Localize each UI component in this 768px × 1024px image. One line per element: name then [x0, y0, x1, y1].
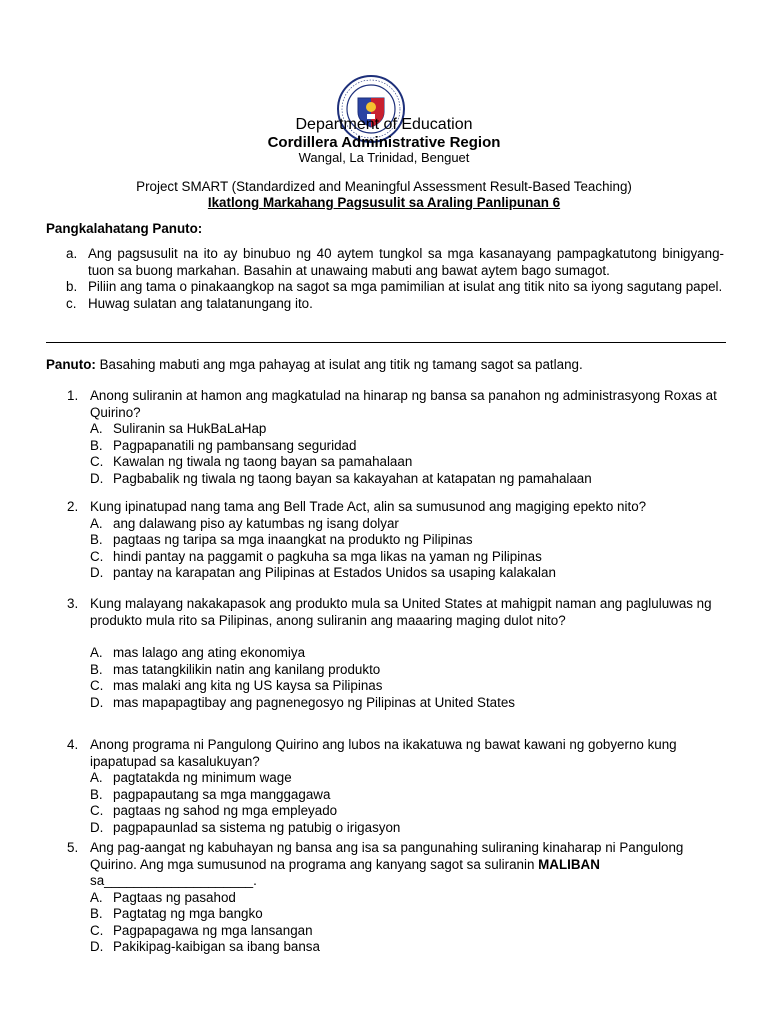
instructions-label: Panuto:: [46, 357, 96, 372]
option-text: Suliranin sa HukBaLaHap: [113, 421, 267, 436]
option-letter: A.: [90, 770, 103, 785]
question-emphasis: MALIBAN: [538, 856, 600, 872]
answer-option: [90, 695, 727, 712]
option-letter: B.: [90, 661, 103, 677]
option-text: Pagtaas ng pasahod: [113, 889, 236, 905]
instruction-letter: c.: [66, 295, 77, 311]
option-text: Kawalan ng tiwala ng taong bayan sa pamahalaan: [113, 454, 413, 469]
answer-option: [90, 532, 727, 549]
question-3: [67, 596, 727, 711]
answer-option: [90, 923, 727, 940]
answer-option: [90, 421, 727, 438]
question-text: Kung ipinatupad nang tama ang Bell Trade Act, alin sa sumusunod ang magiging epekto nito?: [90, 499, 647, 514]
option-letter: B.: [90, 786, 103, 802]
section-divider: [46, 342, 726, 343]
option-text: pagpapaunlad sa sistema ng patubig o irigasyon: [113, 819, 401, 835]
option-text: pantay na karapatan ang Pilipinas at Estados Unidos sa usaping kalakalan: [113, 565, 556, 580]
general-instruction-item: [46, 296, 724, 313]
option-letter: D.: [90, 694, 104, 710]
option-text: mas malaki ang kita ng US kaysa sa Pilipinas: [113, 678, 383, 693]
answer-option: [90, 549, 727, 566]
option-letter: C.: [90, 922, 104, 938]
office-address: Wangal, La Trinidad, Benguet: [298, 150, 470, 165]
instruction-text: Ang pagsusulit na ito ay binubuo ng 40 aytem tungkol sa mga kasanayang pampagkatutong binigyang-tuon sa buong markahan. Basahin at unawaing mabuti ang bawat aytem bago sumagot.: [88, 246, 724, 278]
question-number: 4.: [67, 737, 79, 752]
option-letter: C.: [90, 803, 104, 818]
question-number: 3.: [67, 596, 79, 611]
general-instruction-item: [46, 246, 724, 279]
question-number: 1.: [67, 388, 79, 403]
option-text: Pagpapanatili ng pambansang seguridad: [113, 437, 357, 453]
option-letter: C.: [90, 548, 104, 564]
answer-option: [90, 471, 727, 488]
option-text: ang dalawang piso ay katumbas ng isang dolyar: [113, 515, 399, 531]
option-text: pagtaas ng taripa sa mga inaangkat na produkto ng Pilipinas: [113, 532, 473, 547]
region-name: Cordillera Administrative Region: [267, 134, 501, 151]
option-letter: C.: [90, 678, 104, 693]
question-1: [67, 388, 727, 487]
general-instructions-heading: Pangkalahatang Panuto:: [46, 221, 203, 236]
question-text: Kung malayang nakakapasok ang produkto mula sa United States at mahigpit naman ang pagluluwas ng produkto mula rito sa Pilipinas, anong suliranin ang maaaring maging dulot nito?: [90, 596, 712, 628]
answer-option: [90, 565, 727, 582]
option-letter: D.: [90, 819, 104, 835]
option-letter: B.: [90, 906, 103, 921]
question-number: 5.: [67, 840, 79, 855]
option-letter: A.: [90, 421, 103, 436]
answer-option: [90, 516, 727, 533]
question-4: [67, 737, 727, 836]
question-number: 2.: [67, 499, 79, 514]
instruction-text: Piliin ang tama o pinakaangkop na sagot sa mga pamimilian at isulat ang titik nito sa iyong sagutang papel.: [88, 279, 723, 294]
option-letter: A.: [90, 645, 103, 660]
option-text: mas tatangkilikin natin ang kanilang produkto: [113, 661, 381, 677]
question-text: Anong programa ni Pangulong Quirino ang lubos na ikakatuwa ng bawat kawani ng gobyerno kung ipapatupad sa kasalukuyan?: [90, 737, 677, 769]
option-text: Pagbabalik ng tiwala ng taong bayan sa kakayahan at katapatan ng pamahalaan: [113, 470, 592, 486]
test-title: Ikatlong Markahang Pagsusulit sa Araling Panlipunan 6: [207, 195, 561, 210]
question-text-block: [90, 840, 727, 890]
option-text: mas mapapagtibay ang pagnenegosyo ng Pilipinas at United States: [113, 694, 515, 710]
project-title: Project SMART (Standardized and Meaningful Assessment Result-Based Teaching): [136, 179, 632, 194]
answer-option: [90, 820, 727, 837]
option-letter: D.: [90, 470, 104, 486]
question-text: Ang pag-aangat ng kabuhayan ng bansa ang isa sa pangunahing suliraning kinaharap ni Pangulong Quirino. Ang mga sumusunod na programa ang kanyang sagot sa suliranin: [90, 840, 684, 872]
option-text: pagpapautang sa mga manggagawa: [113, 786, 331, 802]
department-name: Department of Education: [295, 116, 473, 133]
answer-option: [90, 645, 727, 662]
answer-option: [90, 803, 727, 820]
general-instruction-item: [46, 279, 724, 296]
instruction-letter: a.: [66, 246, 78, 261]
option-letter: C.: [90, 454, 104, 469]
option-text: mas lalago ang ating ekonomiya: [113, 645, 306, 660]
answer-option: [90, 454, 727, 471]
option-letter: A.: [90, 515, 103, 531]
instruction-text: Huwag sulatan ang talatanungang ito.: [88, 295, 313, 311]
instructions-text: Basahing mabuti ang mga pahayag at isulat ang titik ng tamang sagot sa patlang.: [95, 357, 583, 372]
option-text: pagtaas ng sahod ng mga empleyado: [113, 803, 338, 818]
option-letter: D.: [90, 939, 104, 954]
question-text: Anong suliranin at hamon ang magkatulad na hinarap ng bansa sa panahon ng administrasyong Roxas at Quirino?: [90, 388, 717, 420]
answer-option: [90, 770, 727, 787]
option-letter: B.: [90, 437, 103, 453]
question-5: [67, 840, 727, 956]
option-text: pagtatakda ng minimum wage: [113, 770, 292, 785]
option-text: Pagtatag ng mga bangko: [113, 906, 263, 921]
option-letter: A.: [90, 889, 103, 905]
answer-option: [90, 939, 727, 956]
option-letter: D.: [90, 565, 104, 580]
instructions-line: [46, 357, 583, 372]
option-letter: B.: [90, 532, 103, 547]
answer-option: [90, 678, 727, 695]
answer-option: [90, 662, 727, 679]
answer-option: [90, 787, 727, 804]
answer-option: [90, 438, 727, 455]
instruction-letter: b.: [66, 279, 78, 294]
answer-option: [90, 890, 727, 907]
question-2: [67, 499, 727, 582]
question-blank: sa____________________.: [90, 873, 257, 888]
option-text: Pakikipag-kaibigan sa ibang bansa: [113, 939, 320, 954]
option-text: Pagpapagawa ng mga lansangan: [113, 922, 313, 938]
general-instructions-list: [46, 246, 724, 312]
option-text: hindi pantay na paggamit o pagkuha sa mga likas na yaman ng Pilipinas: [113, 548, 542, 564]
answer-option: [90, 906, 727, 923]
